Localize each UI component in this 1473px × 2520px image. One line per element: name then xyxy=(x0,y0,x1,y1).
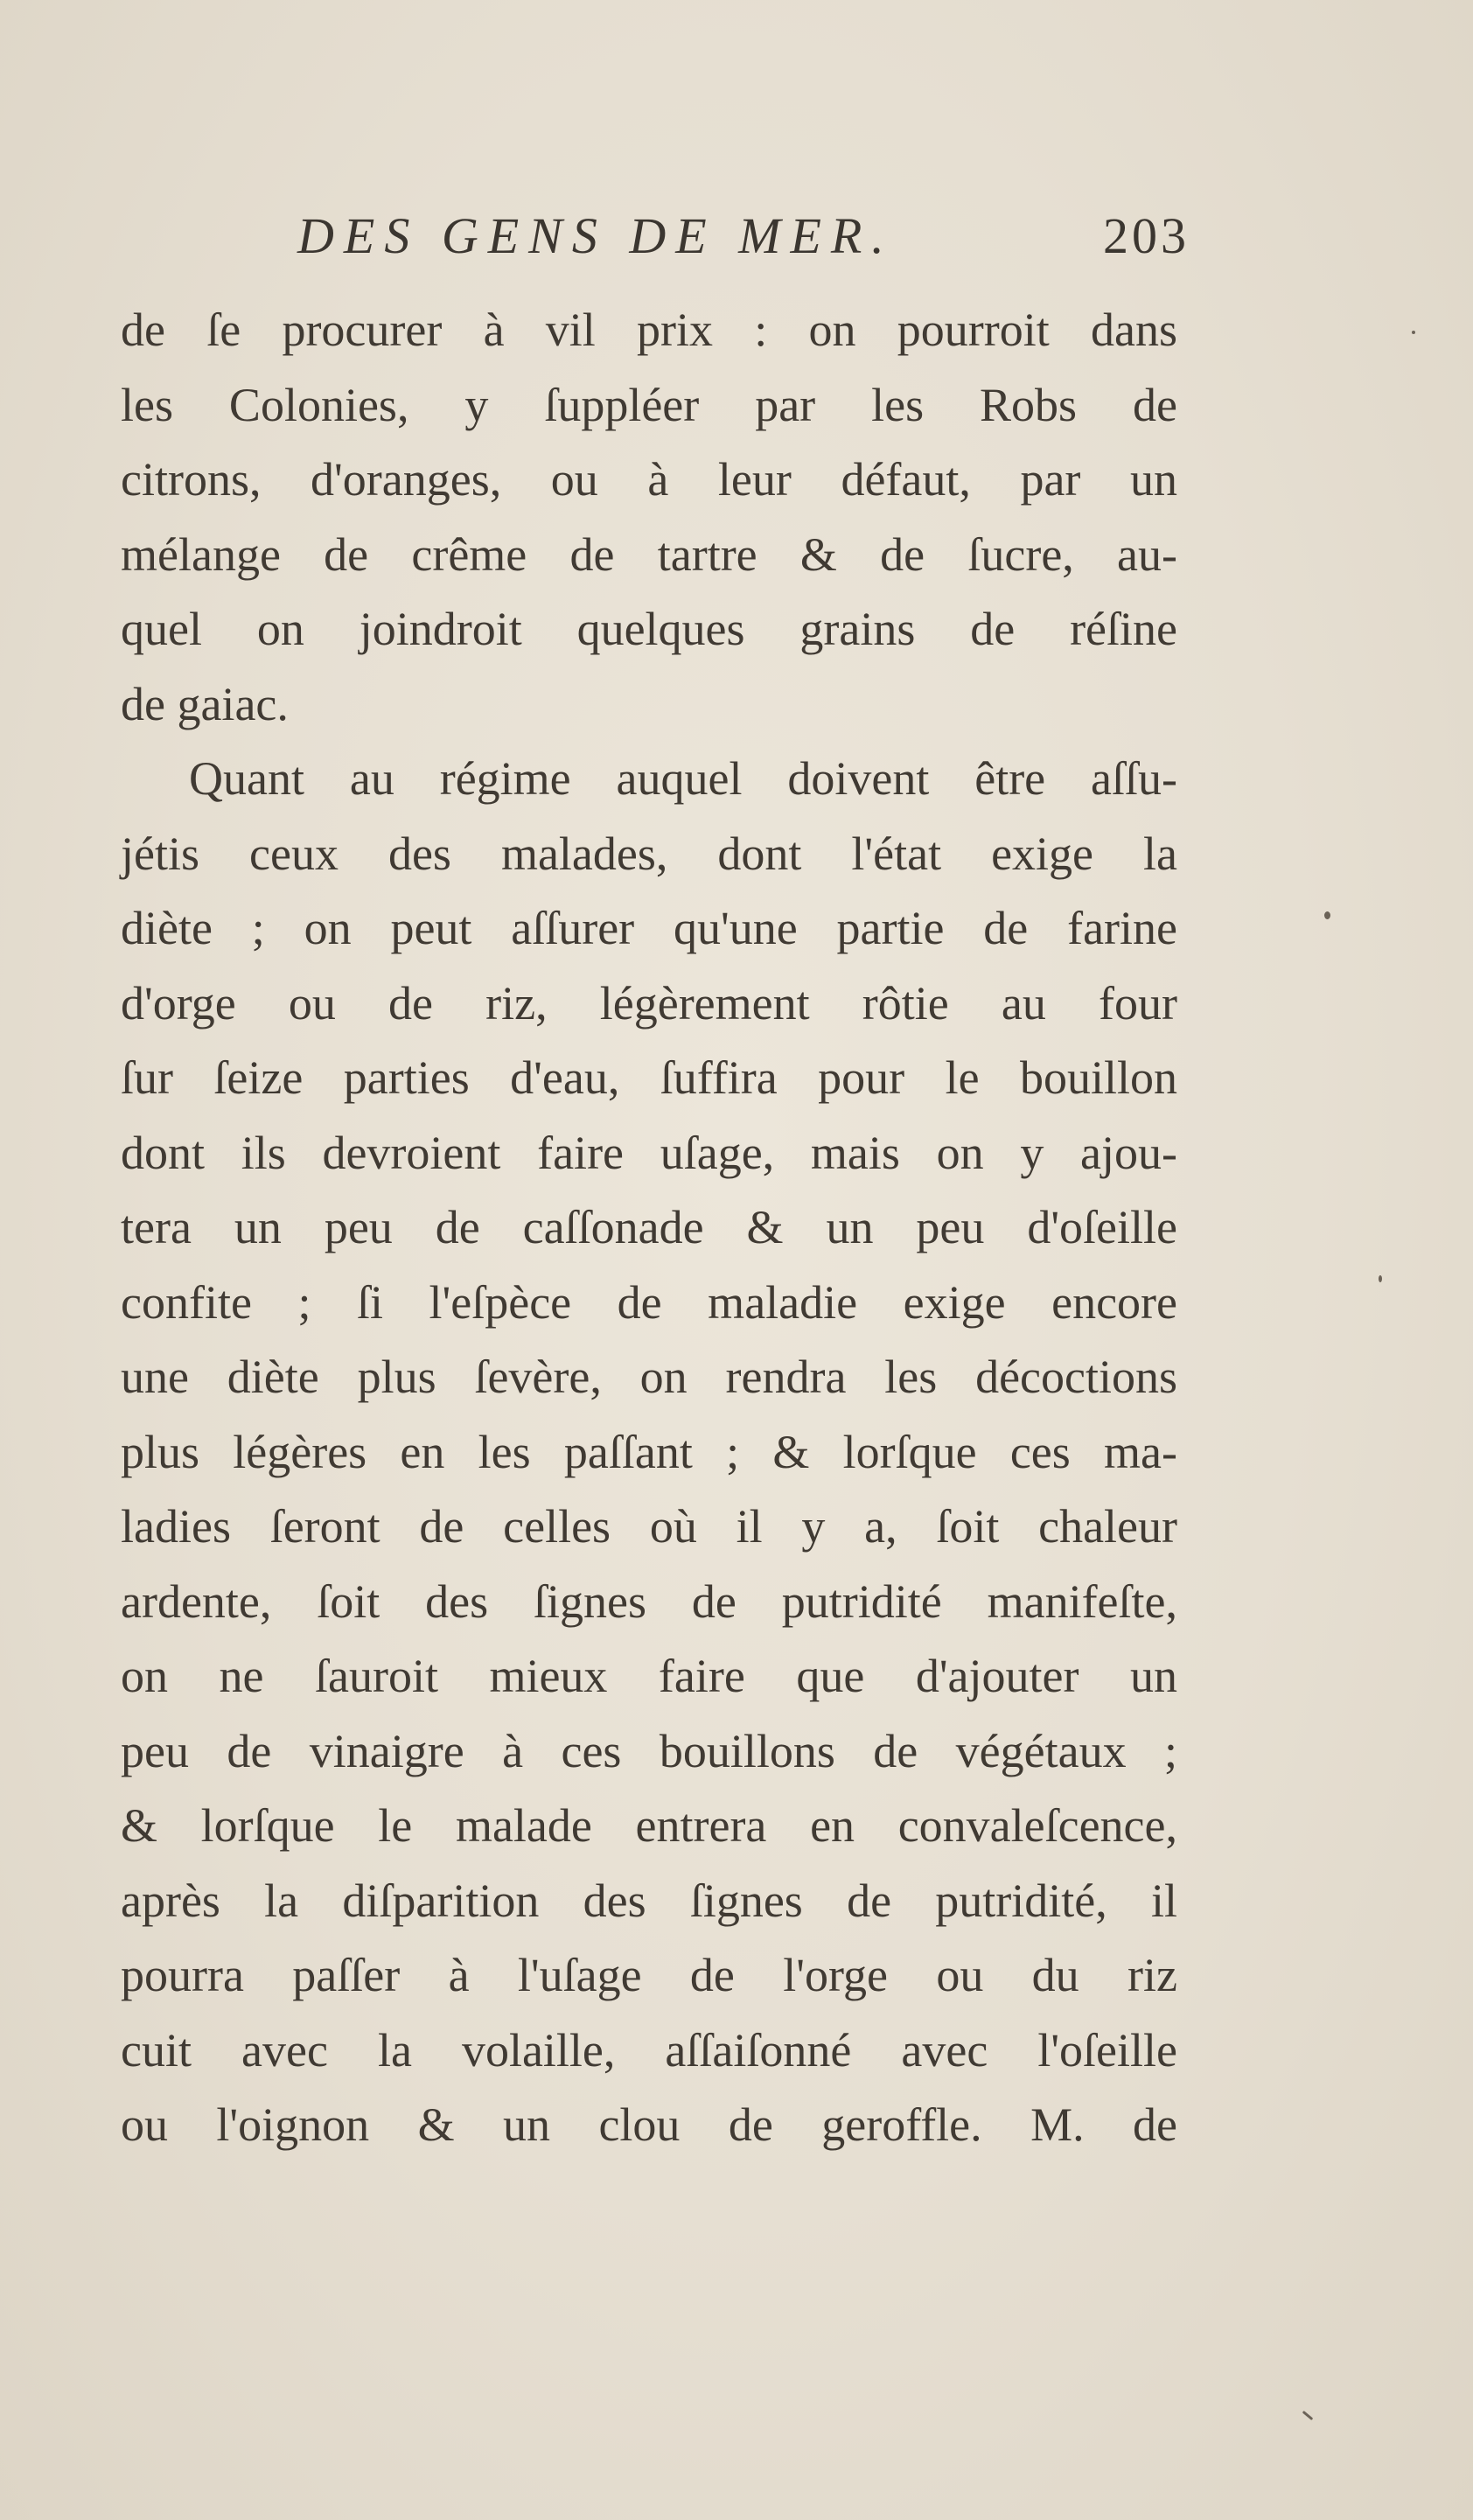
page-number: 203 xyxy=(1103,207,1190,264)
text-line: ou l'oignon & un clou de geroffle. M. de xyxy=(121,2098,1177,2151)
text-line: de gaiac. xyxy=(121,677,289,730)
text-line: on ne ſauroit mieux faire que d'ajouter un xyxy=(121,1650,1177,1702)
running-title: DES GENS DE MER. xyxy=(297,207,894,264)
text-line: & lorſque le malade entrera en convaleſcence, xyxy=(121,1799,1177,1852)
paper-speck xyxy=(1379,1275,1382,1282)
paragraph xyxy=(121,293,1177,742)
running-head xyxy=(297,206,1190,276)
text-line: mélange de crême de tartre & de ſucre, au- xyxy=(121,527,1177,581)
paragraph xyxy=(121,742,1177,2163)
text-line: cuit avec la volaille, aſſaiſonné avec l'oſeille xyxy=(121,2023,1177,2077)
text-line: de ſe procurer à vil prix : on pourroit dans xyxy=(121,304,1177,356)
text-line: d'orge ou de riz, légèrement rôtie au four xyxy=(121,976,1177,1030)
paper-speck xyxy=(1412,331,1415,334)
paper-speck xyxy=(1302,2411,1314,2420)
text-line: dont ils devroient faire uſage, mais on y ajou- xyxy=(121,1126,1177,1179)
body-text xyxy=(121,293,1177,2163)
text-line: jétis ceux des malades, dont l'état exige la xyxy=(121,827,1177,880)
text-line: une diète plus ſevère, on rendra les décoctions xyxy=(121,1351,1177,1403)
text-line: ladies ſeront de celles où il y a, ſoit chaleur xyxy=(121,1500,1177,1553)
text-line: quel on joindroit quelques grains de réſine xyxy=(121,603,1177,655)
paper-speck xyxy=(1324,911,1330,919)
text-line: ardente, ſoit des ſignes de putridité manifeſte, xyxy=(121,1574,1177,1628)
text-line: confite ; ſi l'eſpèce de maladie exige encore xyxy=(121,1275,1177,1329)
text-line: Quant au régime auquel doivent être aſſu- xyxy=(189,752,1177,805)
text-line: tera un peu de caſſonade & un peu d'oſeille xyxy=(121,1201,1177,1253)
text-line: les Colonies, y ſuppléer par les Robs de xyxy=(121,378,1177,431)
text-line: diète ; on peut aſſurer qu'une partie de farine xyxy=(121,902,1177,954)
text-line: après la diſparition des ſignes de putridité, il xyxy=(121,1874,1177,1927)
text-line: ſur ſeize parties d'eau, ſuffira pour le bouillon xyxy=(121,1051,1177,1104)
text-line: citrons, d'oranges, ou à leur défaut, par un xyxy=(121,453,1177,506)
text-line: pourra paſſer à l'uſage de l'orge ou du riz xyxy=(121,1949,1177,2001)
text-line: plus légères en les paſſant ; & lorſque ces ma- xyxy=(121,1425,1177,1478)
text-line: peu de vinaigre à ces bouillons de végétaux ; xyxy=(121,1724,1177,1777)
